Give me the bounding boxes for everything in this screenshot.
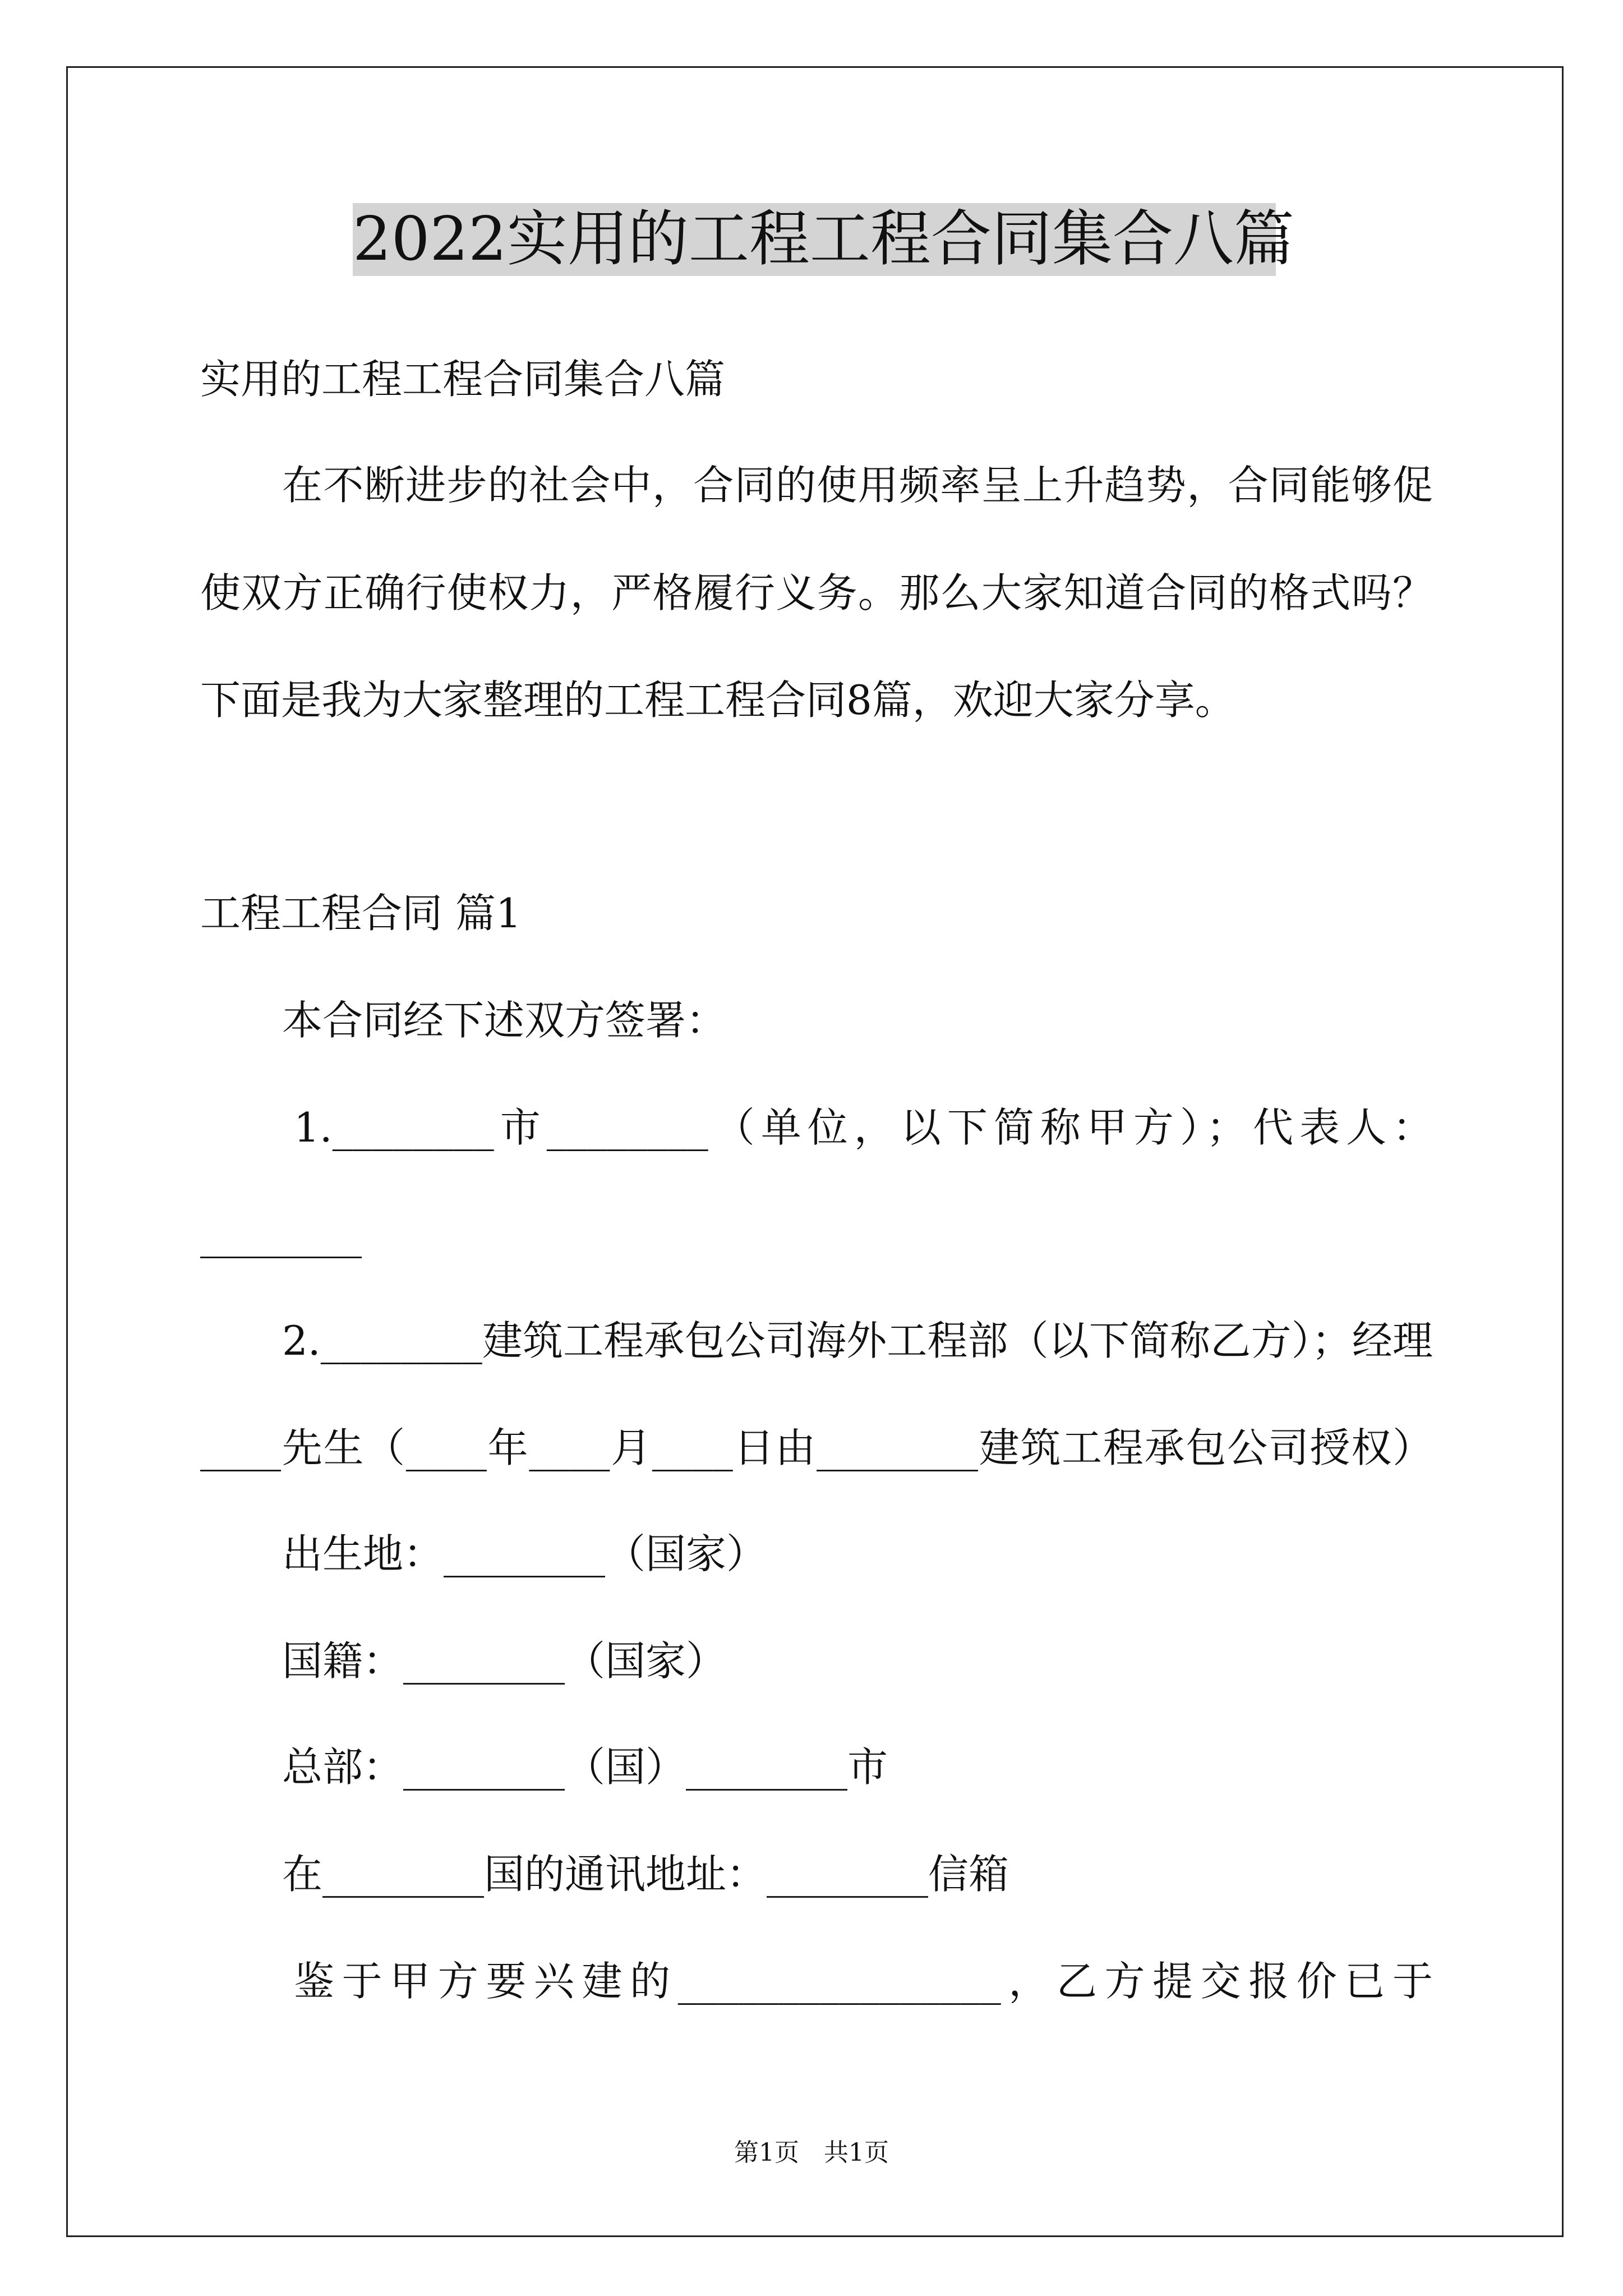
paragraph-line: 出生地：________（国家） <box>282 1530 767 1577</box>
paragraph-line: ________ <box>200 1211 362 1258</box>
paragraph-line: 鉴于甲方要兴建的________________，乙方提交报价已于 <box>294 1958 1433 2005</box>
paragraph-line: 1.________市________（单位，以下简称甲方）；代表人： <box>294 1104 1433 1151</box>
subtitle-line: 实用的工程工程合同集合八篇 <box>200 356 726 403</box>
paragraph-line: 2.________建筑工程承包公司海外工程部（以下简称乙方）；经理 <box>282 1317 1433 1364</box>
paragraph-line: 国籍：________（国家） <box>282 1637 727 1685</box>
paragraph-line: 总部：________（国）________市 <box>282 1743 888 1791</box>
paragraph-line: 下面是我为大家整理的工程工程合同8篇，欢迎大家分享。 <box>200 677 1235 724</box>
paragraph-line: 在________国的通讯地址：________信箱 <box>282 1851 1009 1898</box>
paragraph-line: 使双方正确行使权力，严格履行义务。那么大家知道合同的格式吗？ <box>200 569 1433 616</box>
paragraph-line: ____先生（____年____月____日由________建筑工程承包公司授权） <box>200 1424 1433 1471</box>
page-footer: 第1页 共1页 <box>734 2138 889 2167</box>
paragraph-line: 本合同经下述双方签署： <box>282 997 727 1044</box>
section-heading: 工程工程合同 篇1 <box>200 890 522 937</box>
document-title: 2022实用的工程工程合同集合八篇 <box>353 203 1276 276</box>
paragraph-line: 在不断进步的社会中，合同的使用频率呈上升趋势，合同能够促 <box>282 462 1433 509</box>
